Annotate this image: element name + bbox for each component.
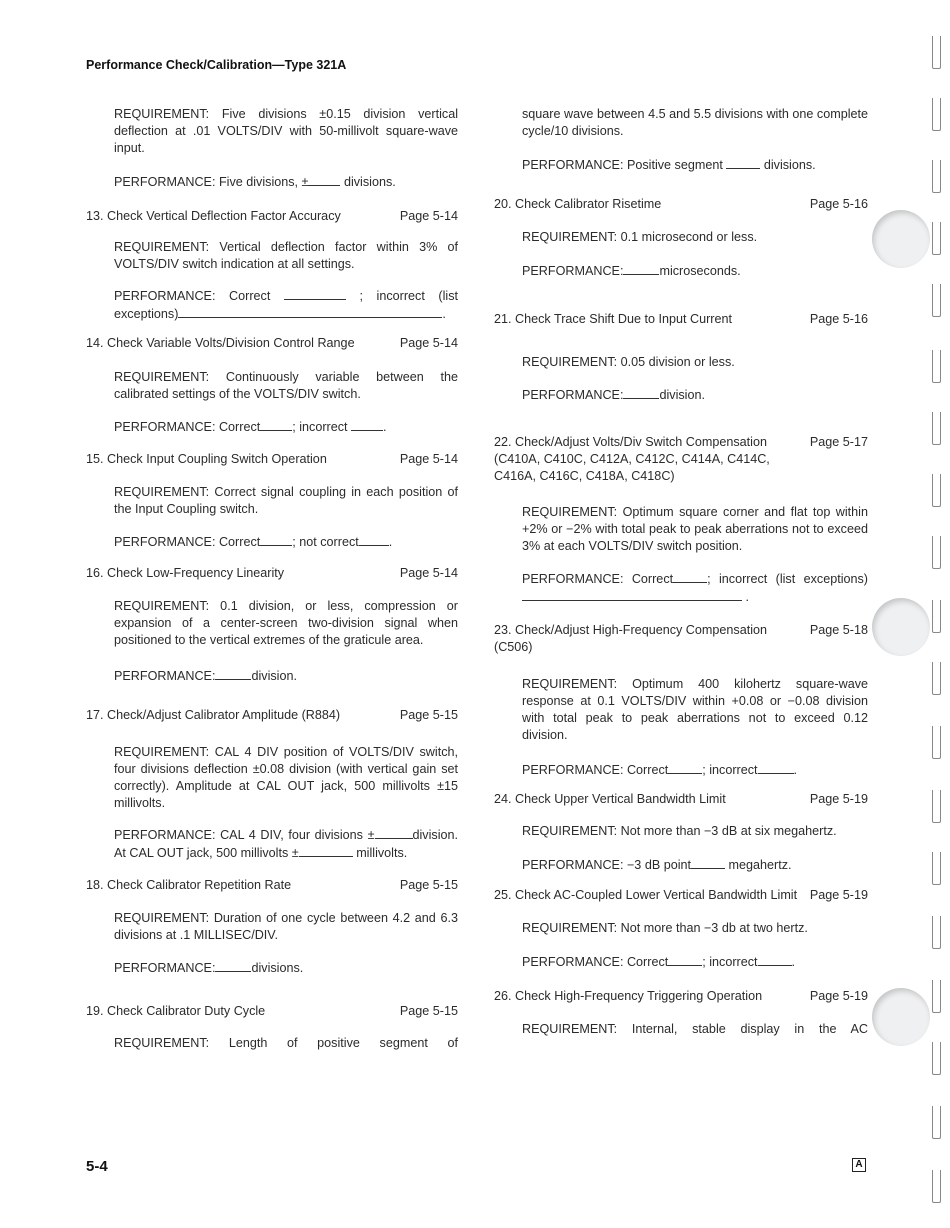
item-15-title: 15. Check Input Coupling Switch Operation	[86, 452, 327, 467]
item-19-page: Page 5-15	[399, 1004, 458, 1019]
item-12-requirement: REQUIREMENT: Five divisions ±0.15 division vertical deflection at .01 VOLTS/DIV with 50-millivolt square-wave input.	[114, 106, 458, 155]
page-number: 5-4	[86, 1158, 108, 1175]
item-20-title: 20. Check Calibrator Risetime	[494, 196, 662, 211]
item-24	[494, 791, 868, 874]
item-25-title: 25. Check AC-Coupled Lower Vertical Bandwidth Limit	[494, 888, 798, 903]
item-24-performance: PERFORMANCE: −3 dB point megahertz.	[522, 858, 792, 873]
item-25-performance: PERFORMANCE: Correct ; incorrect .	[522, 955, 796, 970]
item-18	[86, 877, 458, 977]
item-26-requirement: REQUIREMENT: Internal, stable display in the AC	[522, 1022, 868, 1037]
item-22	[494, 434, 868, 606]
item-13-page: Page 5-14	[399, 208, 458, 223]
item-23-performance: PERFORMANCE: Correct ; incorrect .	[522, 762, 798, 777]
item-19-requirement-continued: square wave between 4.5 and 5.5 divisions with one complete cycle/10 divisions.	[522, 106, 868, 138]
item-24-requirement: REQUIREMENT: Not more than −3 dB at six megahertz.	[522, 824, 837, 839]
punch-hole	[872, 988, 930, 1046]
item-16-requirement: REQUIREMENT: 0.1 division, or less, compression or expansion of a center-screen two-division signal when positioned to the vertical extremes of the graticule area.	[114, 599, 458, 648]
item-21-performance: PERFORMANCE: division.	[522, 387, 705, 402]
item-26-page: Page 5-19	[809, 989, 868, 1004]
item-20-page: Page 5-16	[809, 196, 868, 211]
binder-tabs	[928, 0, 950, 1228]
item-14-page: Page 5-14	[399, 336, 458, 351]
item-26-title: 26. Check High-Frequency Triggering Operation	[494, 989, 763, 1004]
item-12-performance: PERFORMANCE: Five divisions, ± divisions.	[114, 174, 396, 189]
item-25	[494, 887, 868, 971]
item-18-page: Page 5-15	[399, 878, 458, 893]
item-17	[86, 707, 458, 862]
item-20-performance: PERFORMANCE: microseconds.	[522, 263, 741, 278]
item-13-performance: PERFORMANCE: Correct ; incorrect (list exceptions) .	[114, 288, 459, 321]
item-22-performance: PERFORMANCE: Correct ; incorrect (list exceptions) .	[522, 571, 868, 604]
item-21	[494, 311, 868, 404]
item-15-requirement: REQUIREMENT: Correct signal coupling in each position of the Input Coupling switch.	[114, 485, 458, 517]
item-14-requirement: REQUIREMENT: Continuously variable between the calibrated settings of the VOLTS/DIV switch.	[114, 370, 458, 402]
right-column	[494, 93, 868, 1051]
item-16	[86, 565, 458, 685]
item-20-requirement: REQUIREMENT: 0.1 microsecond or less.	[522, 229, 758, 244]
item-23-title: 23. Check/Adjust High-Frequency Compensation (C506)	[494, 622, 768, 654]
item-14	[86, 335, 458, 436]
item-18-performance: PERFORMANCE: divisions.	[114, 961, 304, 976]
item-15-performance: PERFORMANCE: Correct ; not correct .	[114, 535, 393, 550]
item-21-page: Page 5-16	[809, 311, 868, 326]
item-19-requirement: REQUIREMENT: Length of positive segment of	[114, 1036, 458, 1051]
item-23-page: Page 5-18	[809, 622, 868, 637]
item-15	[86, 451, 458, 551]
item-21-requirement: REQUIREMENT: 0.05 division or less.	[522, 354, 735, 369]
item-25-requirement: REQUIREMENT: Not more than −3 db at two hertz.	[522, 921, 808, 936]
item-14-performance: PERFORMANCE: Correct ; incorrect .	[114, 420, 387, 435]
page-header: Performance Check/Calibration—Type 321A	[86, 58, 347, 72]
item-21-title: 21. Check Trace Shift Due to Input Current	[494, 311, 733, 326]
punch-hole	[872, 210, 930, 268]
item-19-title: 19. Check Calibrator Duty Cycle	[86, 1004, 266, 1019]
item-13-requirement: REQUIREMENT: Vertical deflection factor within 3% of VOLTS/DIV switch indication at all settings.	[114, 239, 458, 271]
item-18-title: 18. Check Calibrator Repetition Rate	[86, 878, 292, 893]
item-15-page: Page 5-14	[399, 452, 458, 467]
item-22-requirement: REQUIREMENT: Optimum square corner and flat top within +2% or −2% with total peak to peak aberrations not to exceed 3% at each VOLTS/DIV switch position.	[522, 504, 868, 553]
item-17-page: Page 5-15	[399, 708, 458, 723]
item-18-requirement: REQUIREMENT: Duration of one cycle between 4.2 and 6.3 divisions at .1 MILLISEC/DIV.	[114, 911, 458, 943]
item-16-title: 16. Check Low-Frequency Linearity	[86, 566, 285, 581]
item-19	[86, 1003, 458, 1052]
item-13	[86, 208, 458, 323]
item-16-performance: PERFORMANCE: division.	[114, 669, 297, 684]
item-25-page: Page 5-19	[809, 888, 868, 903]
item-20	[494, 196, 868, 280]
item-16-page: Page 5-14	[399, 566, 458, 581]
left-column	[86, 93, 458, 1065]
punch-hole	[872, 598, 930, 656]
item-23-requirement: REQUIREMENT: Optimum 400 kilohertz square-wave response at 0.1 VOLTS/DIV within +0.08 or −0.08 division with total peak to peak aberrations not to exceed 0.12 division.	[522, 676, 868, 742]
item-22-page: Page 5-17	[809, 434, 868, 449]
item-22-title: 22. Check/Adjust Volts/Div Switch Compensation (C410A, C410C, C412A, C412C, C414A, C414C, C416A, C416C, C418A, C418C)	[494, 434, 770, 483]
item-24-page: Page 5-19	[809, 792, 868, 807]
item-13-title: 13. Check Vertical Deflection Factor Accuracy	[86, 208, 341, 223]
item-17-requirement: REQUIREMENT: CAL 4 DIV position of VOLTS/DIV switch, four divisions deflection ±0.08 division (with vertical gain set correctly). Amplitude at CAL OUT jack, 500 millivolts ±15 millivolts.	[114, 745, 458, 811]
item-23	[494, 622, 868, 779]
item-26	[494, 988, 868, 1038]
item-19-performance: PERFORMANCE: Positive segment divisions.	[522, 157, 816, 172]
item-24-title: 24. Check Upper Vertical Bandwidth Limit	[494, 792, 726, 807]
revision-mark: A	[852, 1158, 866, 1172]
item-17-title: 17. Check/Adjust Calibrator Amplitude (R884)	[86, 708, 341, 723]
item-17-performance: PERFORMANCE: CAL 4 DIV, four divisions ± division. At CAL OUT jack, 500 millivolts ± millivolts.	[114, 828, 458, 861]
item-14-title: 14. Check Variable Volts/Division Control Range	[86, 336, 355, 351]
